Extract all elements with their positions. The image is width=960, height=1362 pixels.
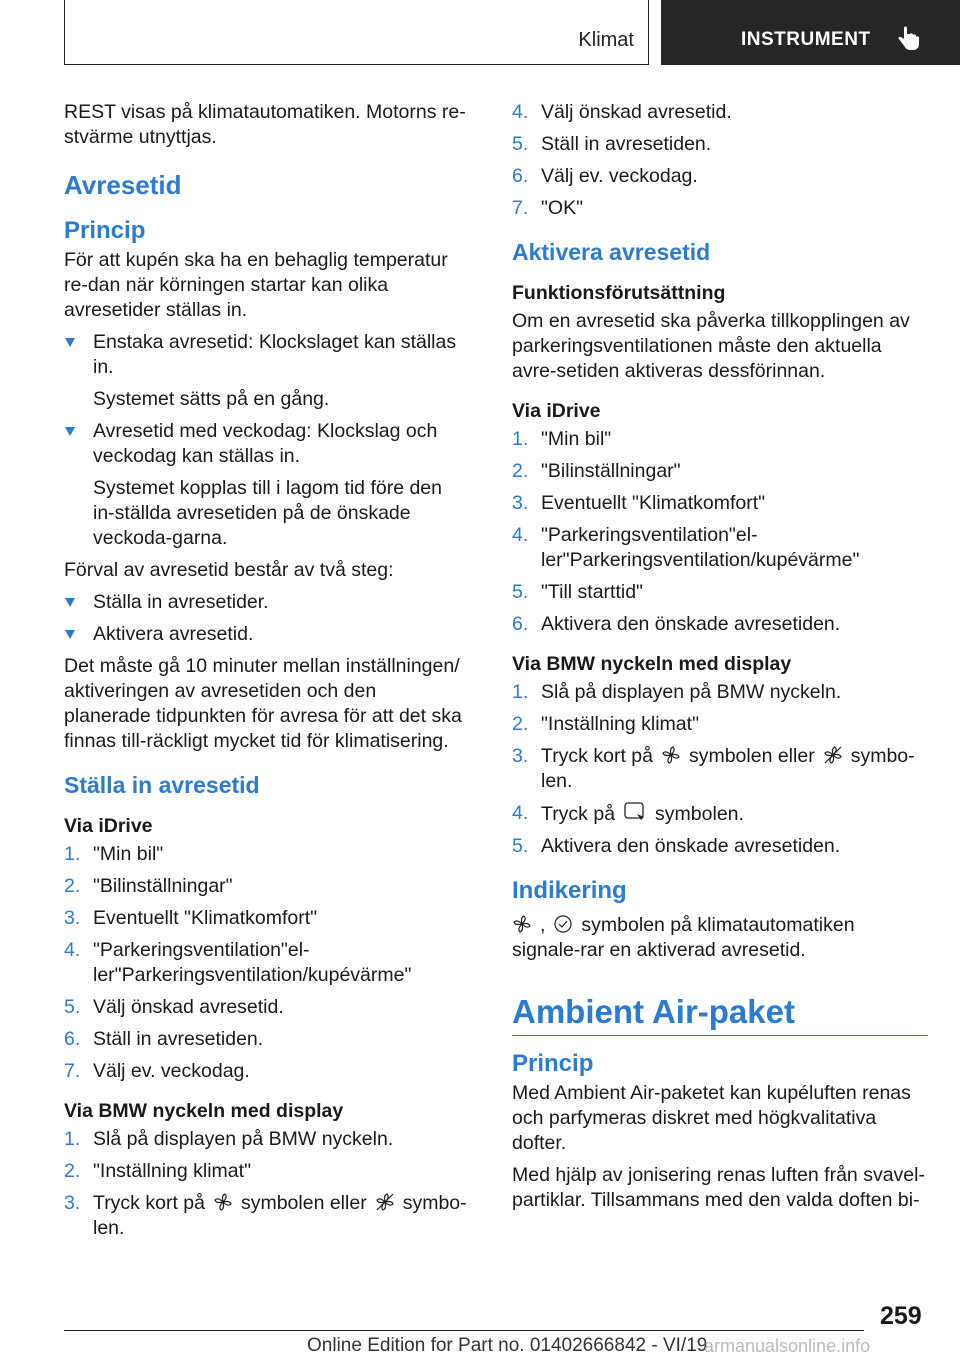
list-item: 1. "Min bil" [64,843,164,865]
list-item: 3. Eventuellt "Klimatkomfort" [64,907,318,929]
heading-via-bmw-nyckeln: Via BMW nyckeln med display [64,1100,344,1122]
princip-text: För att kupén ska ha en behaglig temperatur re-dan när körningen startar kan olika avresetider ställas in. [64,249,448,321]
bullet-triangle-icon [65,338,75,347]
heading-ambient-air-paket: Ambient Air-paket [512,993,928,1036]
bullet-triangle-icon [65,427,75,436]
bullet-subtext: Systemet sätts på en gång. [93,388,330,410]
heading-princip: Princip [512,1050,594,1077]
clock-check-icon [553,914,573,934]
list-item: 2. "Inställning klimat" [512,713,699,735]
right-column [512,100,928,1220]
heading-indikering: Indikering [512,877,627,904]
list-item: 4. Välj önskad avresetid. [512,101,732,123]
forval-text: Förval av avresetid består av två steg: [64,559,394,581]
bullet-triangle-icon [65,630,75,639]
page-number: 259 [880,1302,922,1330]
list-item: 5. "Till starttid" [512,581,643,603]
list-item: 4. Tryck på symbolen. [512,802,744,825]
hand-pointer-icon [894,25,922,53]
fan-heat-icon [823,745,843,765]
key-display-icon [623,801,647,823]
list-item: 3. Tryck kort på symbolen eller symbo-len. [64,1192,467,1239]
heading-aktivera-avresetid: Aktivera avresetid [512,239,711,265]
intro-text: REST visas på klimatautomatiken. Motorns re-stvärme utnyttjas. [64,101,466,148]
footer-edition: Online Edition for Part no. 01402666842 - VI/19 [307,1335,708,1356]
bullet-item: Ställa in avresetider. [64,590,468,615]
fan-icon [213,1192,233,1212]
bullet-subtext: Systemet kopplas till i lagom tid före den in-ställda avresetiden på de önskade veckoda-garna. [93,477,443,549]
list-item: 1. "Min bil" [512,428,612,450]
fan-heat-icon [375,1192,395,1212]
list-item: 1. Slå på displayen på BMW nyckeln. [64,1128,394,1150]
list-item: 5. Välj önskad avresetid. [64,996,284,1018]
list-item: 6. Aktivera den önskade avresetiden. [512,613,841,635]
footer-divider [64,1330,864,1331]
heading-via-bmw-nyckeln: Via BMW nyckeln med display [512,653,792,675]
header-section-box [64,0,649,65]
list-item: 7. "OK" [512,197,584,219]
list-item: 2. "Bilinställningar" [512,460,681,482]
footer-watermark: armanualsonline.info [704,1336,871,1356]
list-item: 4. "Parkeringsventilation"el-ler"Parkeringsventilation/kupévärme" [512,524,860,571]
ambient-text: Med hjälp av jonisering renas luften från svavel-partiklar. Tillsammans med den valda doften bi- [512,1164,925,1211]
list-item: 2. "Bilinställningar" [64,875,233,897]
list-item: 1. Slå på displayen på BMW nyckeln. [512,681,842,703]
header-chapter-title: INSTRUMENT [741,29,871,50]
fan-icon [661,745,681,765]
heading-stalla-in-avresetid: Ställa in avresetid [64,772,260,798]
bullet-item: Aktivera avresetid. [64,622,468,647]
heading-via-idrive: Via iDrive [512,400,601,422]
funk-text: Om en avresetid ska påverka tillkopplingen av parkeringsventilationen måste den aktuella avre-setiden aktiveras dessförinnan. [512,310,910,382]
heading-princip: Princip [64,217,146,244]
header-section-title: Klimat [578,29,634,51]
list-item: 5. Aktivera den önskade avresetiden. [512,835,841,857]
list-item: 6. Välj ev. veckodag. [512,165,698,187]
note-text: Det måste gå 10 minuter mellan inställningen/ aktiveringen av avresetiden och den planerade tidpunkten för avresa för att det ska finnas till-räckligt mycket tid för klimatisering. [64,655,462,752]
fan-icon [512,914,532,934]
heading-funktionsforutsattning: Funktionsförutsättning [512,282,726,304]
bullet-item: Enstaka avresetid: Klockslaget kan ställas in. [64,330,468,380]
list-item: 6. Ställ in avresetiden. [64,1028,264,1050]
heading-avresetid: Avresetid [64,170,182,200]
ambient-text: Med Ambient Air-paketet kan kupéluften renas och parfymeras diskret med högkvalitativa dofter. [512,1082,911,1154]
list-item: 3. Tryck kort på symbolen eller symbo-len. [512,745,915,792]
indikering-text: , symbolen på klimatautomatiken signale-rar en aktiverad avresetid. [512,914,855,961]
list-item: 3. Eventuellt "Klimatkomfort" [512,492,766,514]
list-item: 2. "Inställning klimat" [64,1160,251,1182]
list-item: 7. Välj ev. veckodag. [64,1060,250,1082]
list-item: 5. Ställ in avresetiden. [512,133,712,155]
list-item: 4. "Parkeringsventilation"el-ler"Parkeringsventilation/kupévärme" [64,939,412,986]
header-chapter-tab [661,0,960,65]
heading-via-idrive: Via iDrive [64,815,153,837]
left-column [64,100,468,1248]
bullet-item: Avresetid med veckodag: Klockslag och veckodag kan ställas in. [64,419,468,469]
bullet-triangle-icon [65,598,75,607]
